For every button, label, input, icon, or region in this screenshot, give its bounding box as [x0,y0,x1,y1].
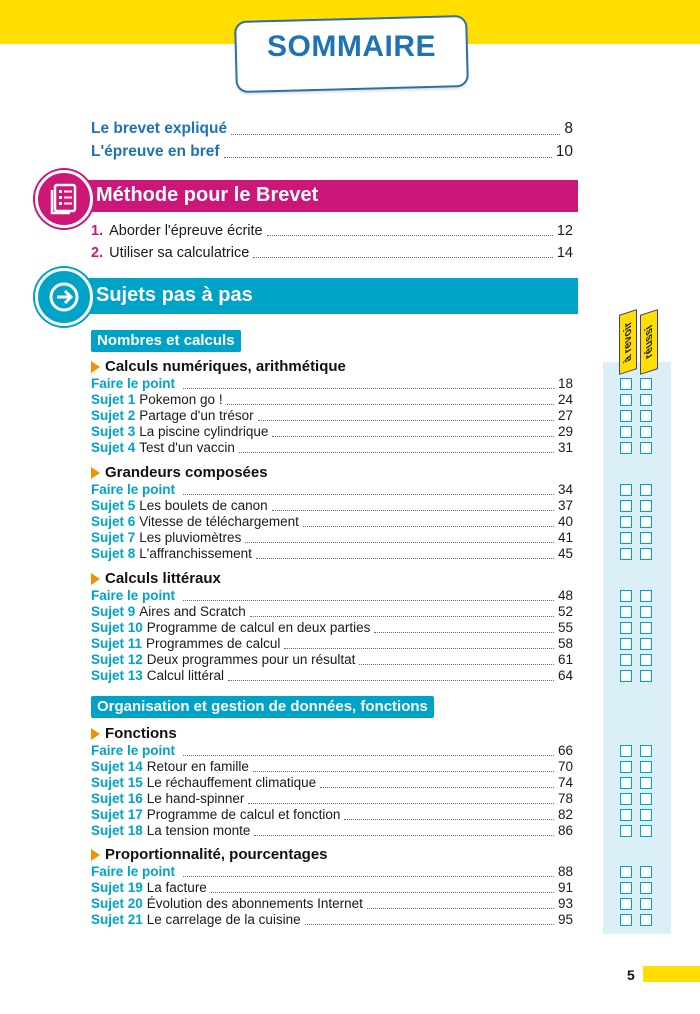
sujet-prefix: Sujet 12 [91,652,143,667]
a-revoir-checkbox[interactable] [620,898,632,910]
reussi-checkbox[interactable] [640,809,652,821]
a-revoir-checkbox[interactable] [620,825,632,837]
toc-row-methode[interactable] [91,241,573,261]
a-revoir-checkbox[interactable] [620,442,632,454]
toc-page: 10 [555,143,573,160]
leader-dots [183,876,554,877]
toc-label: La piscine cylindrique [139,424,269,439]
toc-label: Vitesse de téléchargement [139,514,299,529]
toc-row-sujet[interactable] [91,791,573,807]
toc-page: 34 [557,482,573,497]
toc-label: Programmes de calcul [146,636,281,651]
a-revoir-checkbox[interactable] [620,622,632,634]
toc-label: Le carrelage de la cuisine [146,912,301,927]
a-revoir-checkbox[interactable] [620,378,632,390]
sujet-prefix: Sujet 6 [91,514,136,529]
toc-label: Les pluviomètres [139,530,242,545]
leader-dots [183,755,554,756]
toc-page: 14 [556,245,573,261]
a-revoir-checkbox[interactable] [620,654,632,666]
a-revoir-checkbox[interactable] [620,793,632,805]
a-revoir-checkbox[interactable] [620,606,632,618]
toc-page: 61 [557,652,573,667]
reussi-checkbox[interactable] [640,606,652,618]
toc-label: Programme de calcul et fonction [146,807,341,822]
a-revoir-checkbox[interactable] [620,394,632,406]
chapter-title-text: Calculs numériques, arithmétique [105,358,346,375]
toc-label: Évolution des abonnements Internet [146,896,363,911]
leader-dots [254,835,554,836]
toc-page: 66 [557,743,573,758]
toc-row-intro[interactable] [91,141,573,161]
sujets-title: Sujets pas à pas [96,284,253,306]
reussi-checkbox[interactable] [640,516,652,528]
chapter-arrow-icon [91,849,100,861]
toc-page: 45 [557,546,573,561]
reussi-checkbox[interactable] [640,882,652,894]
chapter-title-text: Fonctions [105,725,177,742]
leader-dots [256,558,554,559]
toc-page: 37 [557,498,573,513]
leader-dots [224,157,552,158]
toc-page: 27 [557,408,573,423]
leader-dots [227,404,554,405]
toc-row-sujet[interactable] [91,823,573,839]
leader-dots [228,680,554,681]
toc-row-sujet[interactable] [91,498,573,514]
a-revoir-checkbox[interactable] [620,866,632,878]
reussi-checkbox[interactable] [640,532,652,544]
sujet-prefix: Sujet 5 [91,498,136,513]
toc-label: Pokemon go ! [139,392,223,407]
reussi-checkbox[interactable] [640,761,652,773]
reussi-checkbox[interactable] [640,548,652,560]
toc-row-sujet[interactable] [91,392,573,408]
sujet-prefix: Sujet 2 [91,408,136,423]
sujet-prefix: Sujet 11 [91,636,143,651]
leader-dots [183,494,554,495]
toc-label: Calcul littéral [146,668,225,683]
toc-row-methode[interactable] [91,219,573,239]
leader-dots [305,924,554,925]
sujet-prefix: Sujet 16 [91,791,143,806]
chapter-title [91,846,328,863]
toc-row-sujet[interactable] [91,424,573,440]
sujet-prefix: Sujet 18 [91,823,143,838]
leader-dots [211,892,554,893]
toc-page: 82 [557,807,573,822]
toc-label: L'épreuve en bref [91,143,220,160]
chapter-arrow-icon [91,467,100,479]
toc-label: Aires and Scratch [139,604,246,619]
sujet-prefix: Sujet 3 [91,424,136,439]
toc-page: 24 [557,392,573,407]
toc-page: 55 [557,620,573,635]
toc-page: 93 [557,896,573,911]
toc-page: 88 [557,864,573,879]
tab-reussi: réussi [640,309,658,375]
chapter-title [91,570,221,587]
reussi-checkbox[interactable] [640,914,652,926]
toc-row-sujet[interactable] [91,588,573,604]
a-revoir-checkbox[interactable] [620,914,632,926]
toc-row-sujet[interactable] [91,864,573,880]
leader-dots [253,771,554,772]
leader-dots [374,632,554,633]
a-revoir-checkbox[interactable] [620,670,632,682]
chapter-title-text: Grandeurs composées [105,464,268,481]
sujets-icon-circle [35,268,93,326]
section-pill: Organisation et gestion de données, fonctions [91,696,434,718]
a-revoir-checkbox[interactable] [620,638,632,650]
toc-page: 95 [557,912,573,927]
toc-label: Retour en famille [146,759,249,774]
reussi-checkbox[interactable] [640,378,652,390]
arrow-right-circle-icon [38,271,90,323]
item-number: 2. [91,245,104,261]
chapter-title-text: Proportionnalité, pourcentages [105,846,328,863]
chapter-title-text: Calculs littéraux [105,570,221,587]
sujet-prefix: Sujet 7 [91,530,136,545]
leader-dots [239,452,554,453]
bottom-yellow-band [643,966,700,982]
sujet-prefix: Sujet 14 [91,759,143,774]
toc-row-sujet[interactable] [91,743,573,759]
toc-label: Test d'un vaccin [139,440,235,455]
methode-title: Méthode pour le Brevet [96,184,319,206]
reussi-checkbox[interactable] [640,590,652,602]
chapter-arrow-icon [91,361,100,373]
toc-row-sujet[interactable] [91,668,573,684]
toc-page: 64 [557,668,573,683]
progress-tracker-panel [603,362,671,934]
sujet-prefix: Sujet 20 [91,896,143,911]
a-revoir-checkbox[interactable] [620,410,632,422]
sujet-prefix: Sujet 9 [91,604,136,619]
toc-label: La tension monte [146,823,251,838]
reussi-checkbox[interactable] [640,866,652,878]
sujet-prefix: Sujet 21 [91,912,143,927]
chapter-arrow-icon [91,728,100,740]
toc-label: L'affranchissement [139,546,252,561]
sujet-prefix: Sujet 15 [91,775,143,790]
a-revoir-checkbox[interactable] [620,500,632,512]
a-revoir-checkbox[interactable] [620,426,632,438]
leader-dots [344,819,554,820]
chapter-title [91,358,346,375]
sujet-prefix: Sujet 10 [91,620,143,635]
sujet-prefix: Faire le point [91,588,176,603]
leader-dots [258,420,554,421]
reussi-checkbox[interactable] [640,500,652,512]
toc-row-sujet[interactable] [91,408,573,424]
toc-page: 86 [557,823,573,838]
reussi-checkbox[interactable] [640,670,652,682]
leader-dots [359,664,554,665]
toc-row-sujet[interactable] [91,912,573,928]
toc-page: 52 [557,604,573,619]
toc-row-sujet[interactable] [91,482,573,498]
a-revoir-checkbox[interactable] [620,532,632,544]
toc-row-sujet[interactable] [91,546,573,562]
toc-page: 18 [557,376,573,391]
toc-label: Les boulets de canon [139,498,268,513]
leader-dots [183,388,554,389]
reussi-checkbox[interactable] [640,622,652,634]
leader-dots [367,908,554,909]
reussi-checkbox[interactable] [640,394,652,406]
reussi-checkbox[interactable] [640,793,652,805]
leader-dots [272,436,554,437]
toc-page: 58 [557,636,573,651]
checklist-icon [38,173,90,225]
section-pill: Nombres et calculs [91,330,241,352]
page-number: 5 [627,967,635,983]
toc-row-sujet[interactable] [91,636,573,652]
toc-page: 91 [557,880,573,895]
toc-label: Deux programmes pour un résultat [146,652,356,667]
toc-row-sujet[interactable] [91,514,573,530]
toc-label: Utiliser sa calculatrice [109,245,250,261]
reussi-checkbox[interactable] [640,638,652,650]
a-revoir-checkbox[interactable] [620,484,632,496]
toc-label: Programme de calcul en deux parties [146,620,371,635]
a-revoir-checkbox[interactable] [620,548,632,560]
leader-dots [267,235,553,236]
leader-dots [284,648,554,649]
page-title: SOMMAIRE [267,30,436,63]
chapter-title [91,725,177,742]
reussi-checkbox[interactable] [640,898,652,910]
toc-row-sujet[interactable] [91,620,573,636]
toc-page: 41 [557,530,573,545]
leader-dots [183,600,554,601]
toc-row-sujet[interactable] [91,652,573,668]
toc-row-sujet[interactable] [91,530,573,546]
tab-a-revoir: à revoir [619,309,637,375]
a-revoir-checkbox[interactable] [620,761,632,773]
leader-dots [253,257,553,258]
sujet-prefix: Faire le point [91,743,176,758]
toc-label: Aborder l'épreuve écrite [109,223,263,239]
sujet-prefix: Sujet 4 [91,440,136,455]
toc-label: Le hand-spinner [146,791,245,806]
leader-dots [272,510,554,511]
a-revoir-checkbox[interactable] [620,809,632,821]
sujet-prefix: Sujet 1 [91,392,136,407]
leader-dots [250,616,554,617]
sujet-prefix: Faire le point [91,376,176,391]
toc-label: La facture [146,880,207,895]
toc-label: Le réchauffement climatique [146,775,317,790]
sujet-prefix: Sujet 19 [91,880,143,895]
sujet-prefix: Sujet 8 [91,546,136,561]
toc-page: 29 [557,424,573,439]
reussi-checkbox[interactable] [640,484,652,496]
leader-dots [303,526,554,527]
toc-page: 74 [557,775,573,790]
leader-dots [320,787,554,788]
toc-page: 31 [557,440,573,455]
reussi-checkbox[interactable] [640,745,652,757]
toc-page: 8 [564,120,573,137]
toc-row-sujet[interactable] [91,440,573,456]
toc-page: 12 [556,223,573,239]
toc-page: 78 [557,791,573,806]
toc-label: Le brevet expliqué [91,120,228,137]
item-number: 1. [91,223,104,239]
reussi-checkbox[interactable] [640,442,652,454]
toc-page: 48 [557,588,573,603]
methode-icon-circle [35,170,93,228]
toc-page: 40 [557,514,573,529]
a-revoir-checkbox[interactable] [620,882,632,894]
sujet-prefix: Faire le point [91,482,176,497]
a-revoir-checkbox[interactable] [620,745,632,757]
a-revoir-checkbox[interactable] [620,516,632,528]
reussi-checkbox[interactable] [640,654,652,666]
toc-row-sujet[interactable] [91,759,573,775]
sujet-prefix: Sujet 13 [91,668,143,683]
toc-row-sujet[interactable] [91,896,573,912]
leader-dots [245,542,554,543]
toc-label: Partage d'un trésor [139,408,254,423]
reussi-checkbox[interactable] [640,410,652,422]
toc-page: 70 [557,759,573,774]
toc-row-sujet[interactable] [91,880,573,896]
chapter-arrow-icon [91,573,100,585]
toc-row-sujet[interactable] [91,775,573,791]
toc-row-sujet[interactable] [91,376,573,392]
a-revoir-checkbox[interactable] [620,777,632,789]
toc-row-sujet[interactable] [91,807,573,823]
sujet-prefix: Sujet 17 [91,807,143,822]
sujet-prefix: Faire le point [91,864,176,879]
reussi-checkbox[interactable] [640,777,652,789]
reussi-checkbox[interactable] [640,426,652,438]
a-revoir-checkbox[interactable] [620,590,632,602]
leader-dots [231,134,560,135]
toc-row-intro[interactable] [91,118,573,138]
chapter-title [91,464,268,481]
leader-dots [248,803,554,804]
reussi-checkbox[interactable] [640,825,652,837]
toc-row-sujet[interactable] [91,604,573,620]
